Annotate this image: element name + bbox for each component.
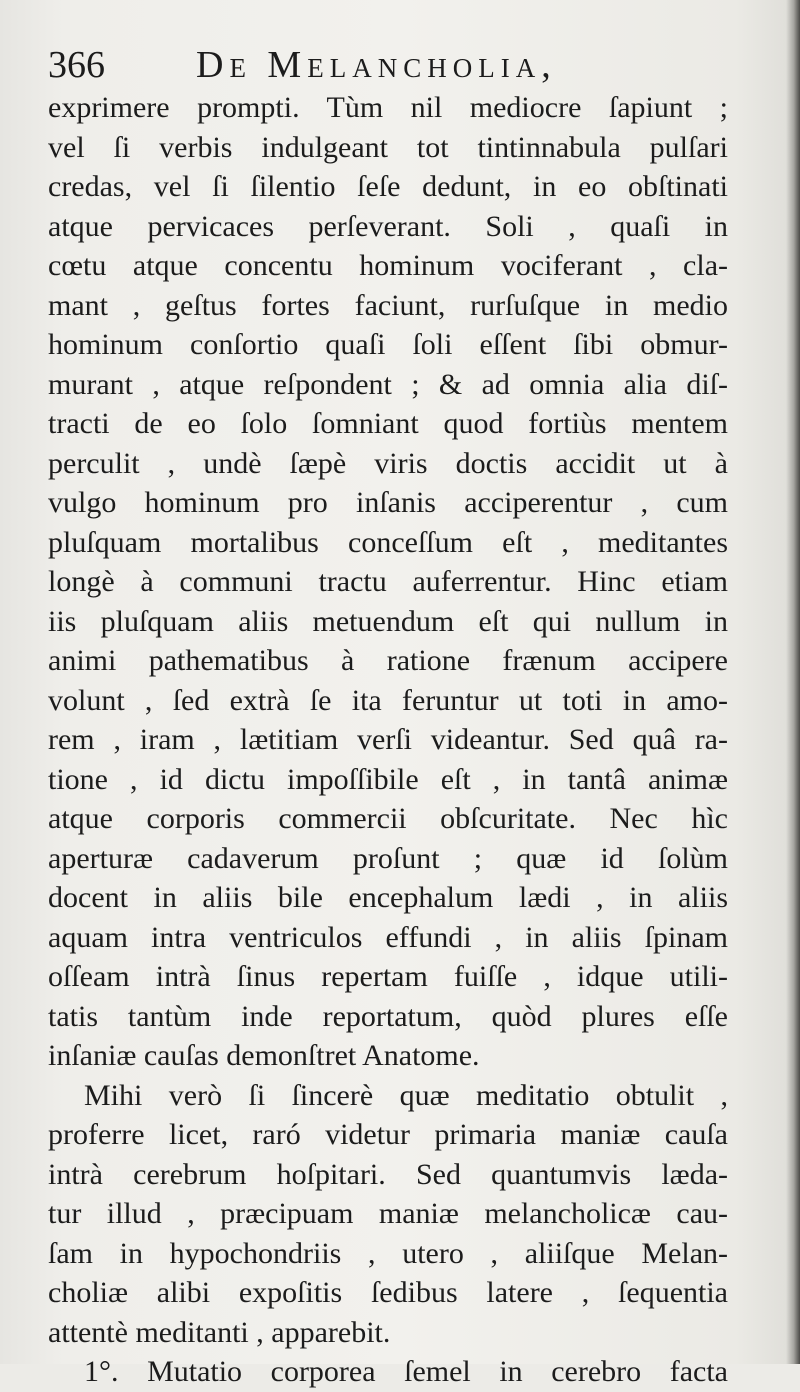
text-line: tracti de eo ſolo ſomniant quod fortiùs mentem (48, 407, 728, 440)
text-line: oſſeam intrà ſinus repertam fuiſſe , idque utili- (48, 960, 728, 993)
text-line: animi pathematibus à ratione frænum accipere (48, 644, 728, 677)
text-line: volunt , ſed extrà ſe ita feruntur ut toti in amo- (48, 683, 728, 717)
text-line: tatis tantùm inde reportatum, quòd plures eſſe (48, 999, 728, 1033)
text-line: choliæ alibi expoſitis ſedibus latere , ſequentia (48, 1276, 728, 1309)
text-line: pluſquam mortalibus conceſſum eſt , meditantes (48, 525, 728, 559)
text-line: rem , iram , lætitiam verſi videantur. Sed quâ ra- (48, 723, 728, 756)
text-line: vulgo hominum pro inſanis acciperentur , cum (48, 486, 728, 519)
text-line: tur illud , præcipuam maniæ melancholicæ cau- (48, 1197, 728, 1230)
text-line: docent in aliis bile encephalum lædi , in aliis (48, 881, 728, 914)
text-line: iis pluſquam aliis metuendum eſt qui nullum in (48, 604, 728, 638)
page-number: 366 (48, 44, 105, 86)
paragraph-end-line: attentè meditanti , apparebit. (48, 1315, 391, 1349)
text-line: longè à communi tractu auferrentur. Hinc etiam (48, 565, 728, 598)
body-text (48, 88, 728, 1392)
text-line: aquam intra ventriculos effundi , in aliis ſpinam (48, 920, 728, 954)
text-line: cœtu atque concentu hominum vociferant , cla- (48, 249, 728, 282)
text-line: murant , atque reſpondent ; & ad omnia alia diſ- (48, 367, 728, 401)
text-line: ſam in hypochondriis , utero , aliiſque Melan- (48, 1236, 728, 1270)
text-line: tione , id dictu impoſſibile eſt , in tantâ animæ (48, 762, 728, 796)
text-line: aperturæ cadaverum proſunt ; quæ id ſolùm (48, 841, 728, 875)
text-line: proferre licet, raró videtur primaria maniæ cauſa (48, 1118, 728, 1151)
text-line: credas, vel ſi ſilentio ſeſe dedunt, in eo obſtinati (48, 170, 728, 203)
text-line: mant , geſtus fortes faciunt, rurſuſque in medio (48, 288, 728, 322)
paragraph-end-line: inſaniæ cauſas demonſtret Anatome. (48, 1039, 480, 1072)
paragraph-first-line: Mihi verò ſi ſincerè quæ meditatio obtulit , (84, 1078, 728, 1112)
running-head (48, 40, 728, 90)
text-line: atque corporis commercii obſcuritate. Nec hìc (48, 802, 728, 835)
page-gutter-shadow (786, 0, 800, 1364)
text-line: intrà cerebrum hoſpitari. Sed quantumvis læda- (48, 1157, 728, 1191)
text-line: vel ſi verbis indulgeant tot tintinnabula pulſari (48, 130, 728, 164)
running-title: De Melancholia, (196, 44, 557, 86)
text-line: atque pervicaces perſeverant. Soli , quaſi in (48, 209, 728, 243)
text-line: exprimere prompti. Tùm nil mediocre ſapiunt ; (48, 91, 728, 124)
text-line: hominum conſortio quaſi ſoli eſſent ſibi obmur- (48, 328, 728, 361)
numbered-point-line: 1°. Mutatio corporea ſemel in cerebro facta (84, 1355, 728, 1388)
text-line: perculit , undè ſæpè viris doctis accidit ut à (48, 446, 728, 480)
